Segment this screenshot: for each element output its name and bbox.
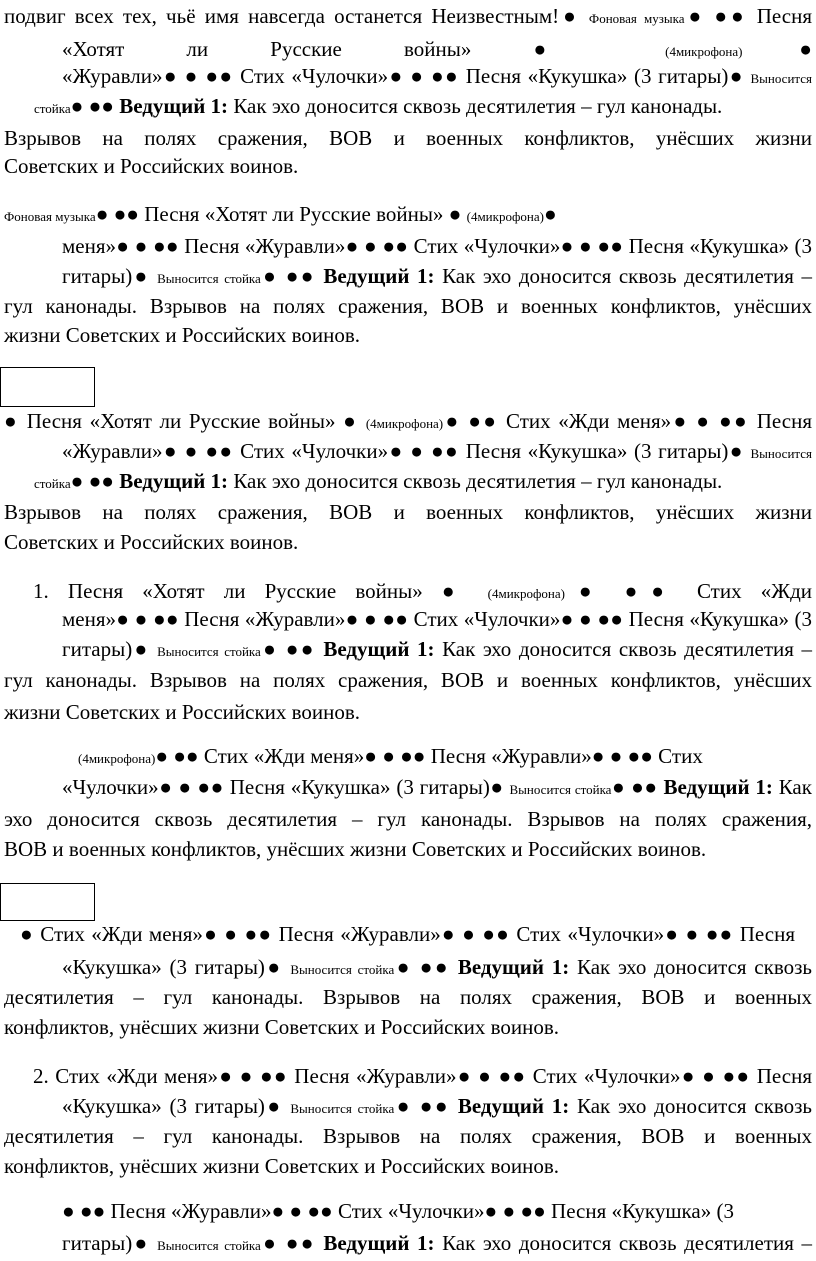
text-line: Взрывов на полях сражения, ВОВ и военных конфликтов, унёсших жизни — [4, 126, 812, 150]
text-line: стойка● ●● Ведущий 1: Как эхо доносится сквозь десятилетия – гул канонады. — [34, 94, 723, 118]
text-line: меня»● ● ●● Песня «Журавли»● ● ●● Стих «Чулочки»● ● ●● Песня «Кукушка» (3 — [62, 607, 812, 631]
text-line: эхо доносится сквозь десятилетия – гул канонады. Взрывов на полях сражения, — [4, 807, 812, 831]
text-line: ● Песня «Хотят ли Русские войны» ● (4микрофона)● ●● Стих «Жди меня»● ● ●● Песня — [4, 409, 812, 433]
text-line: «Журавли»● ● ●● Стих «Чулочки»● ● ●● Песня «Кукушка» (3 гитары)● Выносится — [62, 64, 812, 88]
text-line: стойка● ●● Ведущий 1: Как эхо доносится сквозь десятилетия – гул канонады. — [34, 469, 723, 493]
text-line: гитары)● Выносится стойка● ●● Ведущий 1: Как эхо доносится сквозь десятилетия – — [62, 1231, 812, 1255]
text-line: «Хотят ли Русские войны» ● (4микрофона)● — [62, 37, 812, 61]
text-line: гул канонады. Взрывов на полях сражения, ВОВ и военных конфликтов, унёсших — [4, 294, 812, 318]
text-line: жизни Советских и Российских воинов. — [4, 700, 361, 724]
text-line: «Чулочки»● ● ●● Песня «Кукушка» (3 гитары)● Выносится стойка● ●● Ведущий 1: Как — [62, 775, 812, 799]
text-line: жизни Советских и Российских воинов. — [4, 323, 361, 347]
text-line: десятилетия – гул канонады. Взрывов на полях сражения, ВОВ и военных — [4, 1124, 812, 1148]
empty-box — [0, 367, 95, 407]
text-line: «Журавли»● ● ●● Стих «Чулочки»● ● ●● Песня «Кукушка» (3 гитары)● Выносится — [62, 439, 812, 463]
text-line: гитары)● Выносится стойка● ●● Ведущий 1: Как эхо доносится сквозь десятилетия – — [62, 264, 812, 288]
text-line: «Кукушка» (3 гитары)● Выносится стойка● ●● Ведущий 1: Как эхо доносится сквозь — [62, 1094, 812, 1118]
text-line: ● Стих «Жди меня»● ● ●● Песня «Журавли»● ● ●● Стих «Чулочки»● ● ●● Песня — [20, 922, 795, 946]
text-line: Взрывов на полях сражения, ВОВ и военных конфликтов, унёсших жизни — [4, 500, 812, 524]
list-item-1: 1. Песня «Хотят ли Русские войны» ● (4микрофона)● ●● Стих «Жди — [33, 579, 812, 603]
text-line: гул канонады. Взрывов на полях сражения, ВОВ и военных конфликтов, унёсших — [4, 668, 812, 692]
text-line: Фоновая музыка● ●● Песня «Хотят ли Русские войны» ● (4микрофона)● — [4, 202, 557, 226]
list-item-2: 2. Стих «Жди меня»● ● ●● Песня «Журавли»● ● ●● Стих «Чулочки»● ● ●● Песня — [33, 1064, 812, 1088]
text-line: (4микрофона)● ●● Стих «Жди меня»● ● ●● Песня «Журавли»● ● ●● Стих — [78, 744, 703, 768]
empty-box — [0, 883, 95, 921]
text-line: Советских и Российских воинов. — [4, 530, 299, 554]
text-line: конфликтов, унёсших жизни Советских и Российских воинов. — [4, 1154, 560, 1178]
text-line: десятилетия – гул канонады. Взрывов на полях сражения, ВОВ и военных — [4, 985, 812, 1009]
text-line: подвиг всех тех, чьё имя навсегда останется Неизвестным!● Фоновая музыка● ●● Песня — [4, 4, 812, 28]
text-line: гитары)● Выносится стойка● ●● Ведущий 1: Как эхо доносится сквозь десятилетия – — [62, 637, 812, 661]
text-line: конфликтов, унёсших жизни Советских и Российских воинов. — [4, 1015, 560, 1039]
text-line: меня»● ● ●● Песня «Журавли»● ● ●● Стих «Чулочки»● ● ●● Песня «Кукушка» (3 — [62, 234, 812, 258]
text-line: «Кукушка» (3 гитары)● Выносится стойка● ●● Ведущий 1: Как эхо доносится сквозь — [62, 955, 812, 979]
text-line: Советских и Российских воинов. — [4, 154, 299, 178]
text-line: ● ●● Песня «Журавли»● ● ●● Стих «Чулочки»● ● ●● Песня «Кукушка» (3 — [62, 1199, 734, 1223]
text-line: ВОВ и военных конфликтов, унёсших жизни Советских и Российских воинов. — [4, 837, 707, 861]
